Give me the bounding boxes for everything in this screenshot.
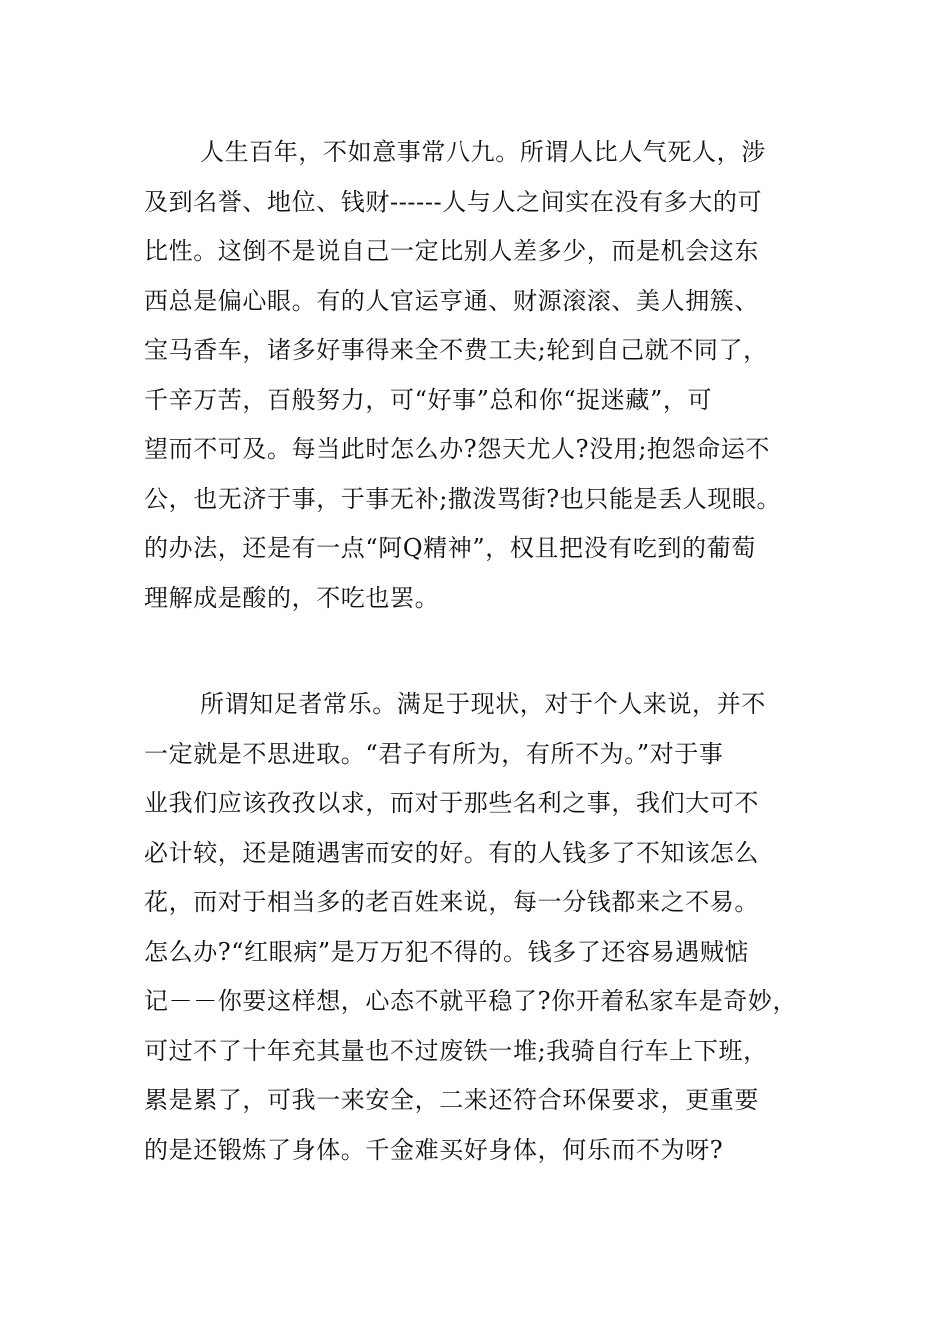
- text-line: 千辛万苦，百般努力，可“好事”总和你“捉迷藏”，可: [144, 385, 713, 414]
- text-line: 及到名誉、地位、钱财------人与人之间实在没有多大的可: [144, 187, 763, 216]
- text-line: 的是还锻炼了身体。千金难买好身体，何乐而不为呀?: [144, 1135, 724, 1164]
- text-line: 累是累了，可我一来安全，二来还符合环保要求，更重要: [144, 1086, 759, 1114]
- text-line: 怎么办?“红眼病”是万万犯不得的。钱多了还容易遇贼惦: [144, 937, 750, 966]
- text-line: 所谓知足者常乐。满足于现状，对于个人来说，并不: [200, 690, 766, 718]
- text-line: 比性。这倒不是说自己一定比别人差多少，而是机会这东: [144, 237, 759, 265]
- text-line: 可过不了十年充其量也不过废铁一堆;我骑自行车上下班，: [144, 1036, 768, 1065]
- text-line: 一定就是不思进取。“君子有所为，有所不为。”对于事: [144, 739, 724, 768]
- paragraph-1: [144, 128, 814, 623]
- text-line: 必计较，还是随遇害而安的好。有的人钱多了不知该怎么: [144, 838, 759, 867]
- text-line: 记－－你要这样想，心态不就平稳了?你开着私家车是奇妙，: [144, 987, 798, 1015]
- paragraph-2: [144, 680, 814, 1175]
- text-line: 的办法，还是有一点“阿Q精神”，权且把没有吃到的葡萄: [144, 534, 756, 562]
- text-line: 花，而对于相当多的老百姓来说，每一分钱都来之不易。: [144, 888, 759, 916]
- text-line: 公，也无济于事，于事无补;撒泼骂街?也只能是丢人现眼。: [144, 484, 782, 513]
- text-line: 理解成是酸的，不吃也罢。: [144, 583, 440, 612]
- text-line: 人生百年，不如意事常八九。所谓人比人气死人，涉: [200, 138, 766, 166]
- text-line: 望而不可及。每当此时怎么办?怨天尤人?没用;抱怨命运不: [144, 435, 771, 463]
- text-line: 业我们应该孜孜以求，而对于那些名利之事，我们大可不: [144, 789, 759, 817]
- text-line: 宝马香车，诸多好事得来全不费工夫;轮到自己就不同了，: [144, 336, 768, 364]
- text-line: 西总是偏心眼。有的人官运亨通、财源滚滚、美人拥簇、: [144, 286, 759, 315]
